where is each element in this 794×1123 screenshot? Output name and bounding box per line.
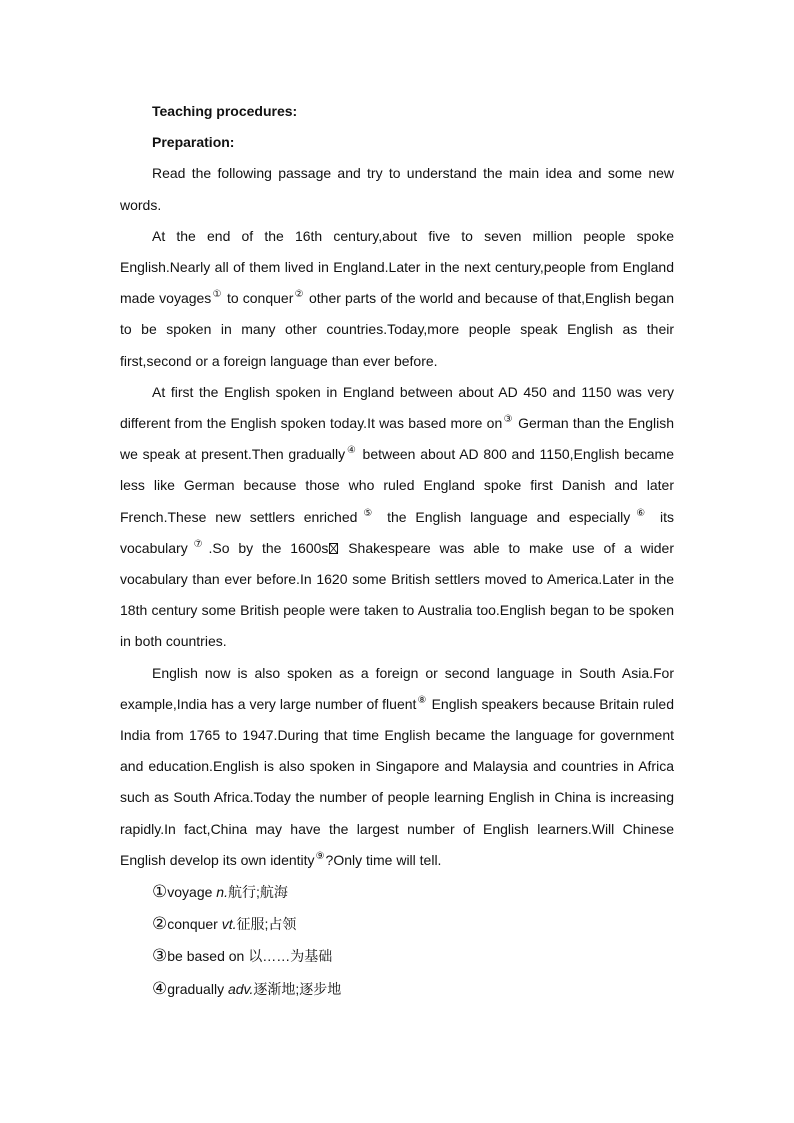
p1-text-b: to conquer: [222, 290, 294, 307]
p2-text-a: At first the English spoken in England between about AD 450 and 1150 was very different from the English spoken today.It was based more on: [120, 383, 674, 432]
preparation-heading: Preparation:: [152, 134, 235, 151]
p1-text-c: other parts of the world and because of that,English began to be spoken in many other countries.Today,more people speak English as their first,second or a foreign language than ever before.: [120, 290, 674, 369]
glossary-number: ②: [152, 914, 168, 934]
p2-text-c: between about AD 800 and 1150,English became less like German because those who ruled England spoke first Danish and later French.These new settlers enriched: [120, 446, 674, 525]
document-page: [120, 96, 674, 1005]
glossary-number: ③: [152, 946, 168, 966]
glossary-meaning: 航行;航海: [227, 884, 288, 901]
p2-text-e: its vocabulary: [120, 508, 675, 556]
glossary-word: be based on: [167, 948, 249, 965]
footnote-marker-1: ①: [212, 289, 222, 301]
glossary-word: conquer: [167, 916, 222, 933]
footnote-marker-7: ⑦: [188, 538, 208, 550]
glossary-item: [152, 908, 674, 940]
glossary-word: voyage: [167, 884, 217, 901]
footnote-marker-6: ⑥: [631, 507, 651, 519]
p3-text-b: English speakers because Britain ruled India from 1765 to 1947.During that time English became the language for government and education.English is also spoken in Singapore and Malaysia and countries in Africa such as South Africa.Today the number of people learning English in China is increasing rapidly.In fact,China may have the largest number of English learners.Will Chinese English develop its own identity: [120, 695, 675, 868]
footnote-marker-8: ⑧: [417, 694, 427, 706]
glossary-meaning: 逐渐地;逐步地: [253, 980, 342, 997]
footnote-marker-9: ⑨: [315, 850, 325, 862]
passage-paragraph-3: [120, 658, 674, 876]
footnote-marker-5: ⑤: [358, 507, 378, 519]
glossary-number: ④: [152, 978, 168, 998]
p3-text-a: English now is also spoken as a foreign or second language in South Asia.For example,India has a very large number of fluent: [120, 664, 674, 712]
footnote-marker-3: ③: [503, 414, 513, 426]
glossary-item: [152, 973, 674, 1005]
glossary-number: ①: [152, 882, 168, 902]
p2-text-d: the English language and especially: [378, 508, 631, 525]
glossary-part-of-speech: adv.: [227, 980, 254, 997]
passage-paragraph-1: [120, 221, 674, 377]
glossary-meaning: 以……为基础: [248, 948, 333, 965]
missing-glyph-icon: [329, 543, 338, 554]
glossary-word: gradually: [167, 980, 228, 997]
passage-paragraph-2: [120, 377, 674, 658]
glossary-part-of-speech: vt.: [221, 916, 237, 933]
p2-text-f: .So by the 1600s: [208, 539, 329, 556]
instruction-text: Read the following passage and try to understand the main idea and some new words.: [120, 165, 674, 213]
p2-text-b: German than the English we speak at present.Then gradually: [120, 415, 674, 463]
glossary-meaning: 征服;占领: [236, 916, 297, 933]
p2-text-g: Shakespeare was able to make use of a wider vocabulary than ever before.In 1620 some British settlers moved to America.Later in the 18th century some British people were taken to Australia too.English began to be spoken in both countries.: [120, 539, 675, 650]
footnote-marker-2: ②: [294, 289, 304, 301]
glossary-list: [120, 876, 674, 1005]
footnote-marker-4: ④: [346, 445, 357, 457]
glossary-item: [152, 940, 674, 972]
glossary-item: [152, 876, 674, 908]
glossary-part-of-speech: n.: [216, 884, 228, 901]
teaching-procedures-heading: Teaching procedures:: [152, 103, 298, 119]
p1-text-a: At the end of the 16th century,about five to seven million people spoke English.Nearly all of them lived in England.Later in the next century,people from England made voyages: [120, 227, 674, 307]
p3-text-c: ?Only time will tell.: [325, 851, 442, 868]
